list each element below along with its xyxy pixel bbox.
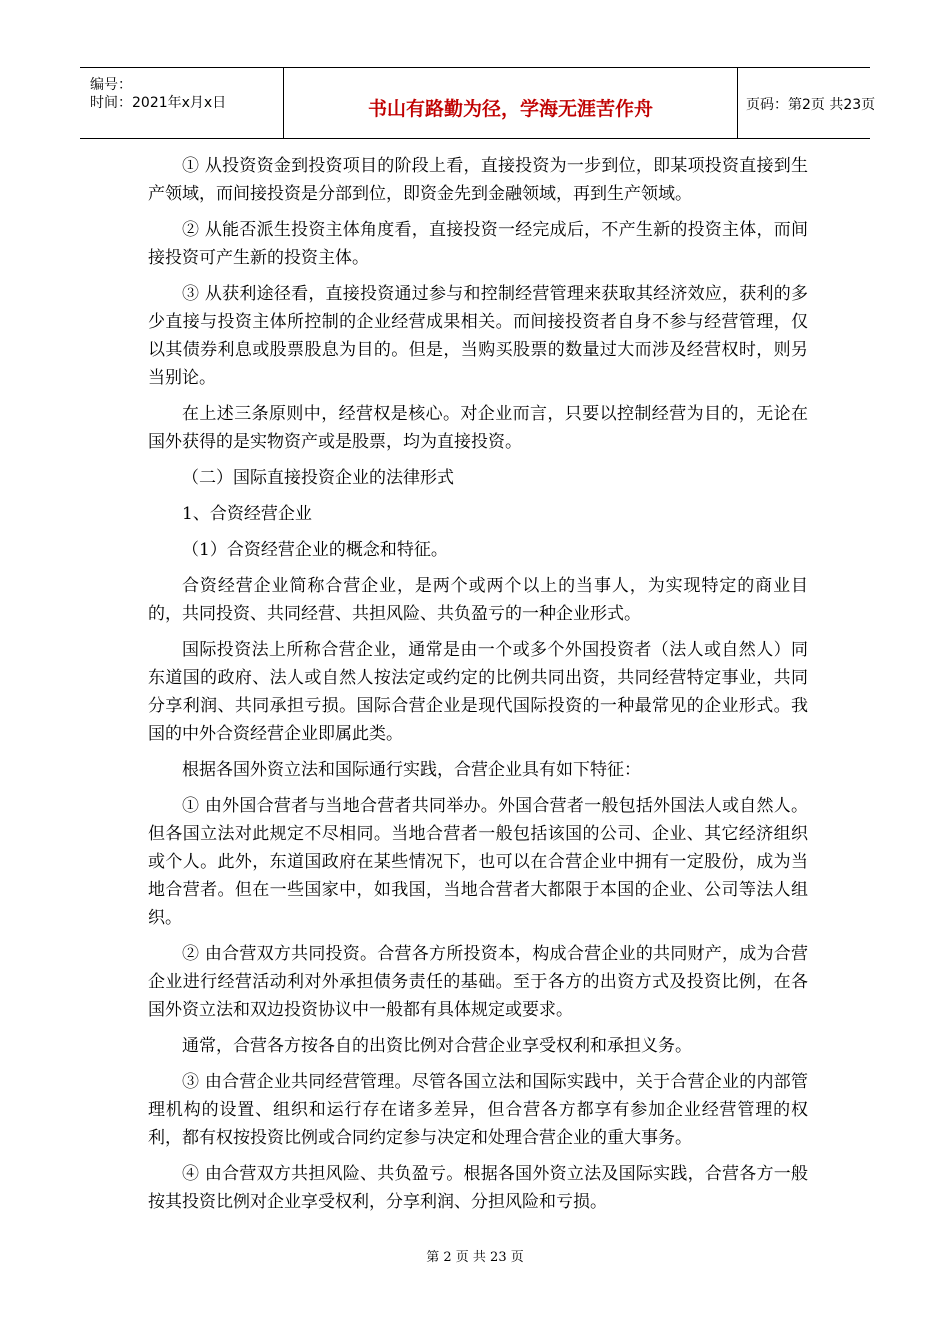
paragraph: ③ 由合营企业共同经营管理。尽管各国立法和国际实践中，关于合营企业的内部管理机构的设置、组织和运行存在诸多差异，但合营各方都享有参加企业经营管理的权利，都有权按投资比例或合同约定参与决定和处理合营企业的重大事务。 <box>148 1072 808 1148</box>
paragraph: ① 从投资资金到投资项目的阶段上看，直接投资为一步到位，即某项投资直接到生产领域，而间接投资是分部到位，即资金先到金融领域，再到生产领域。 <box>148 156 808 204</box>
paragraph: ② 从能否派生投资主体角度看，直接投资一经完成后，不产生新的投资主体，而间接投资可产生新的投资主体。 <box>148 220 808 268</box>
paragraph: 根据各国外资立法和国际通行实践，合营企业具有如下特征： <box>182 760 641 780</box>
paragraph: ② 由合营双方共同投资。合营各方所投资本，构成合营企业的共同财产，成为合营企业进行经营活动利对外承担债务责任的基础。至于各方的出资方式及投资比例，在各国外资立法和双边投资协议中一般都有具体规定或要求。 <box>148 944 808 1020</box>
header-page-info: 页码：第2页 共23页 <box>746 97 876 113</box>
header-motto-cell <box>284 68 738 138</box>
subsection-heading: （1）合资经营企业的概念和特征。 <box>182 540 448 560</box>
page-footer: 第 2 页 共 23 页 <box>426 1250 524 1265</box>
paragraph: ① 由外国合营者与当地合营者共同举办。外国合营者一般包括外国法人或自然人。但各国立法对此规定不尽相同。当地合营者一般包括该国的公司、企业、其它经济组织或个人。此外，东道国政府在某些情况下，也可以在合营企业中拥有一定股份，成为当地合营者。但在一些国家中，如我国，当地合营者大都限于本国的企业、公司等法人组织。 <box>148 796 808 928</box>
header-meta-cell <box>80 68 284 138</box>
page-header <box>80 67 876 139</box>
paragraph: 合资经营企业简称合营企业，是两个或两个以上的当事人，为实现特定的商业目的，共同投资、共同经营、共担风险、共负盈亏的一种企业形式。 <box>148 576 808 624</box>
document-body <box>148 152 808 1224</box>
document-number-label: 编号： <box>90 77 132 93</box>
header-motto: 书山有路勤为径，学海无涯苦作舟 <box>367 98 653 120</box>
header-page-cell <box>738 68 876 138</box>
paragraph: 在上述三条原则中，经营权是核心。对企业而言，只要以控制经营为目的，无论在国外获得的是实物资产或是股票，均为直接投资。 <box>148 404 808 452</box>
paragraph: ④ 由合营双方共担风险、共负盈亏。根据各国外资立法及国际实践，合营各方一般按其投资比例对企业享受权利，分享利润、分担风险和亏损。 <box>148 1164 808 1212</box>
subsection-heading: 1、合资经营企业 <box>182 504 312 524</box>
paragraph: 通常，合营各方按各自的出资比例对合营企业享受权利和承担义务。 <box>182 1036 692 1056</box>
section-heading: （二）国际直接投资企业的法律形式 <box>182 468 454 488</box>
paragraph: 国际投资法上所称合营企业，通常是由一个或多个外国投资者（法人或自然人）同东道国的政府、法人或自然人按法定或约定的比例共同出资，共同经营特定事业，共同分享利润、共同承担亏损。国际合营企业是现代国际投资的一种最常见的企业形式。我国的中外合资经营企业即属此类。 <box>148 640 808 744</box>
paragraph: ③ 从获利途径看，直接投资通过参与和控制经营管理来获取其经济效应，获利的多少直接与投资主体所控制的企业经营成果相关。而间接投资者自身不参与经营管理，仅以其债券利息或股票股息为目的。但是，当购买股票的数量过大而涉及经营权时，则另当别论。 <box>148 284 808 388</box>
document-date: 时间：2021年x月x日 <box>90 95 227 111</box>
